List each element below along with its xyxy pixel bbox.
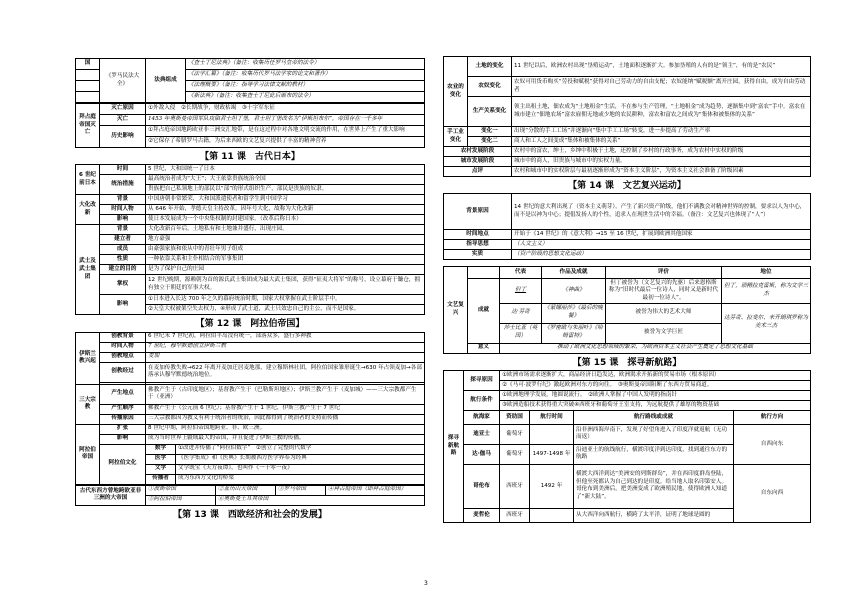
lesson14-table bbox=[443, 193, 811, 260]
empire-item: ⑤阿拉伯帝国 bbox=[146, 495, 216, 505]
navigator-name: 迪亚士 bbox=[464, 424, 500, 444]
culture-label: 阿拉伯文化 bbox=[100, 444, 146, 484]
lesson12-title: 【第 12 课 阿拉伯帝国】 bbox=[195, 319, 305, 330]
section-label: 大化改新 bbox=[76, 195, 100, 225]
row-label: 背景 bbox=[100, 225, 146, 235]
renaissance-figures-table bbox=[443, 266, 811, 353]
row-label: 创教背景 bbox=[100, 332, 146, 342]
empire-item: ①波斯帝国 bbox=[146, 485, 216, 495]
lesson12-table bbox=[75, 332, 425, 485]
lesson13-title: 【第 13 课 西欧经济和社会的发展】 bbox=[173, 509, 327, 520]
row-text: 中国唐朝非常繁荣，大和国派遣使者和留学生到中国学习 bbox=[146, 195, 425, 205]
row-label: 生产关系变化 bbox=[468, 97, 512, 127]
row-text: ①日本进入长达 700 年之久的幕府统治时期，国家大权掌握在武士阶层手中。 bbox=[146, 295, 425, 305]
row-label: 掌权 bbox=[100, 275, 146, 295]
row-label: 创教地点 bbox=[100, 352, 146, 362]
row-label: 传播原因 bbox=[100, 414, 146, 424]
col-header: 评价 bbox=[606, 267, 722, 279]
byz-text: 1453 年奥斯曼帝国军队攻陷君士坦丁堡，君士坦丁堡改名为“伊斯坦布尔”，帝国存在一千多年 bbox=[146, 115, 425, 126]
meaning-label: 意义 bbox=[468, 343, 500, 353]
navigator-country: 葡萄牙 bbox=[500, 444, 530, 464]
row-label: 时间人物 bbox=[100, 342, 146, 352]
row-text: 14 世纪的意大利出现了（资本主义萌芽）。产生了新兴资产阶级，他们不满教会对精神世界的控制，要求以人为中心，而不是以神为中心；提倡发扬人的个性，追求人在现世生活中的幸福。（备注：文艺复兴也体现了“人”） bbox=[512, 194, 811, 230]
col-header: 航行路线或成就 bbox=[574, 410, 734, 424]
row-text: 农村和城市中的实权阶层与最初逐渐形成为“资本主义阶层”，为资本主义社会准备了阶级因素 bbox=[512, 167, 811, 177]
row-text: ③欧洲造船技术获得重大突破④西班牙和葡萄牙王室支持，为远航提供了雄厚的物资基础 bbox=[500, 400, 811, 410]
law-item: 《法理概要》（备注：指导学习法律文献的教材） bbox=[186, 81, 425, 92]
row-text: 农奴可用货币购买“劳役和赋税”获得对自己劳动力的自由支配；农奴能纳“赋税额”离开庄园，获得自由，成为自由劳动者 bbox=[512, 77, 811, 97]
roman-law-name: 《罗马民法大全》 bbox=[100, 59, 146, 103]
direction: 自西向东 bbox=[734, 424, 811, 464]
row-label: 影响 bbox=[100, 215, 146, 225]
row-text: 6 世纪末 7 世纪初，阿拉伯半岛没有统一，部落众多，盛行多神教 bbox=[146, 332, 425, 342]
col-header: 航行方向 bbox=[734, 410, 811, 424]
culture-item-text: 成为东西方文化的桥梁 bbox=[176, 474, 425, 484]
section-label: 武士及武士集团 bbox=[76, 225, 100, 315]
row-text: 佛教产生于（公元前 6 世纪）；基督教产生于 1 世纪，伊斯兰教产生于 7 世纪 bbox=[146, 404, 425, 414]
section-label: 农业的变化 bbox=[444, 57, 468, 127]
navigator-name: 哥伦布 bbox=[464, 464, 500, 508]
col-header: 地位 bbox=[722, 267, 811, 279]
figure-eval: 被誉为伟大的艺术大师 bbox=[606, 303, 722, 323]
section-label: 探寻新航路 bbox=[444, 370, 464, 522]
meaning-text: 推动了欧洲文化思想领域的繁荣，为欧洲资本主义社会产生奠定了思想文化基础 bbox=[500, 343, 811, 353]
left-column bbox=[75, 0, 425, 522]
row-text: （人文主义） bbox=[512, 240, 811, 250]
culture-item-label: 文学 bbox=[146, 464, 176, 474]
row-label: 背景 bbox=[100, 195, 146, 205]
row-text: ②天皇大权被架空失去权力，④形成了武士道，武士只效忠自己的主公，而不是国家。 bbox=[146, 305, 425, 315]
navigator-route: 沿迪亚士的航线航行，横渡印度洋到达印度，找到通往东方的航路 bbox=[574, 444, 734, 464]
row-label: 建立的目的 bbox=[100, 265, 146, 275]
row-label: 时间 bbox=[100, 165, 146, 175]
empires-table bbox=[75, 485, 425, 506]
row-text: 贵族把自己私领地上的部民以“部”的形式组织生产，部民是贵族的奴隶。 bbox=[146, 185, 425, 195]
byz-label: 灭亡原因 bbox=[100, 104, 146, 115]
navigator-country: 葡萄牙 bbox=[500, 424, 530, 444]
row-label: 变化二 bbox=[468, 137, 512, 147]
row-label: 城市发展阶段 bbox=[444, 157, 512, 167]
row-text: 由豪强家族和依从中的青壮年男子组成 bbox=[146, 245, 425, 255]
figure-pos: 但丁，琐精拉克雷斯，称为文学三杰 bbox=[722, 279, 811, 303]
row-text: 最高统治者成为“大王”；大王依靠贵族统治全国 bbox=[146, 175, 425, 185]
row-label: 影响 bbox=[100, 295, 146, 315]
row-label: 产生地点 bbox=[100, 384, 146, 404]
row-text: 大化改新百年后，土地私有和土地兼并盛行，出现庄园。 bbox=[146, 225, 425, 235]
row-label: 统治措施 bbox=[100, 175, 146, 195]
row-text: ①欧洲地理学发展，地圆说流行。 ②欧洲人掌握了中国人发明的指南针 bbox=[500, 390, 811, 400]
col-header: 代表 bbox=[500, 267, 542, 279]
row-text: 使日本发展成为一个中央集权制的封建国家。（改革后称日本） bbox=[146, 215, 425, 225]
culture-item-text: 《医学集成》和《医典》长期被西方医学界奉为经典 bbox=[176, 454, 425, 464]
empire-item: ⑥奥斯曼土耳其帝国 bbox=[216, 495, 425, 505]
figure-work: 《蒙娜丽莎》《最后的晚餐》 bbox=[542, 303, 606, 323]
row-text: 佛教产生于（古印度地区）；基督教产生于（巴勒斯坦地区）；伊斯兰教产生于（麦加城）——三大宗教都产生于（亚洲） bbox=[146, 384, 425, 404]
figure-rep: 莎士比亚（英国） bbox=[500, 323, 542, 343]
byz-text: ①外敌入侵 ②长期战争，财政枯竭 ③十字军东征 bbox=[146, 104, 425, 115]
law-item: 《新法典》（备注：收集查士丁尼此后颁布的法令） bbox=[186, 92, 425, 103]
row-text: 出现“分散的手工工场”并逐渐向“集中手工工场”转变，进一步提高了劳动生产率 bbox=[512, 127, 811, 137]
col-header: 航海家 bbox=[464, 410, 500, 424]
row-text: 成为当时世界上疆域最大的帝国，并且促进了伊斯兰教的传播。 bbox=[146, 434, 425, 444]
part-label: 法典组成 bbox=[146, 59, 186, 103]
culture-item-label: 传播者 bbox=[146, 474, 176, 484]
navigator-country: 西班牙 bbox=[500, 464, 530, 508]
row-text: 是为了保护自己的庄园 bbox=[146, 265, 425, 275]
empire-item: ④拜占庭帝国（即拜占庭帝国） bbox=[326, 485, 425, 495]
row-label: 创教经过 bbox=[100, 362, 146, 382]
row-label: 探寻原因 bbox=[464, 370, 500, 390]
lesson11-title: 【第 11 课 古代日本】 bbox=[200, 152, 300, 162]
row-text: 一种依靠关系和主仆相结合的军事集团 bbox=[146, 255, 425, 265]
row-text: 8 世纪中期，阿拉伯帝国地跨亚、非、欧三洲。 bbox=[146, 424, 425, 434]
row-text: ②《马可·波罗行纪》激起欧洲对东方的向往。 ③奥斯曼帝国阻断了东西方贸易商道。 bbox=[500, 380, 811, 390]
byz-text: ②它保存了希腊罗马古籍，为后来西欧的文艺复兴提供了丰富的精神营养 bbox=[146, 137, 425, 148]
row-text: 开始于《14 世纪》的《意大利》→15 至 16 世纪，扩展到欧洲其他国家 bbox=[512, 230, 811, 240]
row-text: 11 世纪以后，欧洲农村出现“垦殖运动”，土地面积逐渐扩大。参加垦殖的人有的是“领主”，有的是“农民” bbox=[512, 57, 811, 77]
section-label: 伊斯兰教兴起 bbox=[76, 332, 100, 384]
culture-item-text: ①改进并传播了“阿拉伯数字” ②创立了完整的代数学 bbox=[176, 444, 425, 454]
navigator-time: 1497-1498 年 bbox=[530, 444, 574, 464]
law-item: 《查士丁尼法典》（备注：收集历任罗马皇帝的法令） bbox=[186, 59, 425, 70]
figure-work: 《罗密欧与朱丽叶》《哈姆雷特》 bbox=[542, 323, 606, 343]
col-header: 作品及成就 bbox=[542, 267, 606, 279]
row-label: 背景原因 bbox=[444, 194, 512, 230]
row-label: 时间地点 bbox=[444, 230, 512, 240]
row-text: 城市中的商人，旧贵族与城市中的实权力量。 bbox=[512, 157, 811, 167]
figure-eval: 被誉为文学巨匠 bbox=[606, 323, 722, 343]
row-text: 从 646 年开始，孝德天皇主持改革。因年号大化，故称为大化改新 bbox=[146, 205, 425, 215]
lesson15-title: 【第 15 课 探寻新航路】 bbox=[572, 357, 682, 368]
byzantine-table bbox=[75, 103, 425, 148]
section-label: 文艺复兴 bbox=[444, 267, 468, 353]
row-label: 航行条件 bbox=[464, 390, 500, 410]
byzantine-side-label: 拜占庭帝国灭亡 bbox=[76, 104, 100, 148]
row-text: 三大宗教都因为教义有利于统治者的统治，因此都得到了统治者的支持而传播 bbox=[146, 414, 425, 424]
row-label: 影响 bbox=[100, 434, 146, 444]
navigator-name: 麦哲伦 bbox=[464, 508, 500, 522]
row-text: （资产阶级的思想文化运动） bbox=[512, 250, 811, 260]
row-label: 建立者 bbox=[100, 235, 146, 245]
row-text: 麦加 bbox=[146, 352, 425, 362]
section-label: 阿拉伯帝国 bbox=[76, 424, 100, 484]
row-label: 成员 bbox=[100, 245, 146, 255]
navigator-time: 1492 年 bbox=[530, 464, 574, 508]
figure-rep: 但丁 bbox=[500, 279, 542, 303]
row-label: 实质 bbox=[444, 250, 512, 260]
figure-eval: 但丁被誉为（文艺复兴的先驱）后来恩格斯称为“旧时代最后一位诗人，同时又是新时代最初一位诗人”。 bbox=[606, 279, 722, 303]
row-label: 农奴变化 bbox=[468, 77, 512, 97]
col-header: 航行时间 bbox=[530, 410, 574, 424]
direction: 自东向西 bbox=[734, 464, 811, 522]
row-label: 点评 bbox=[444, 167, 512, 177]
row-label: 时间人物 bbox=[100, 205, 146, 215]
empires-label: 古代东西方曾地跨欧亚非三洲的大帝国 bbox=[76, 485, 146, 505]
figure-pos: 达芬奇、拉斐尔、米开朗琪罗称为美术三杰 bbox=[722, 303, 811, 343]
law-item: 《法学汇纂》（备注：收集历代罗马法学家的论文和著作） bbox=[186, 70, 425, 81]
navigator-country: 西班牙 bbox=[500, 508, 530, 522]
row-text: 农村中的富农，绅士，乡绅中积极于土地，还控制了乡村的行政事务，成为农村中实权的阶级 bbox=[512, 147, 811, 157]
row-label: 国 bbox=[76, 59, 100, 70]
navigator-route: 横渡大西洋到达“美洲安的列斯群岛”，并在西印度群岛登陆，但他至死都认为自己到达的是印度。给当地人取名印第安人。哥伦布到美洲后，把美洲变成了欧洲殖民地，使得欧洲人知道了“新大陆”。 bbox=[574, 464, 734, 508]
figure-work: 《神曲》 bbox=[542, 279, 606, 303]
row-text: 5 世纪，大和国统一了日本 bbox=[146, 165, 425, 175]
row-label: 性质 bbox=[100, 255, 146, 265]
lesson14-title: 【第 14 课 文艺复兴运动】 bbox=[568, 181, 686, 191]
culture-item-label: 医学 bbox=[146, 454, 176, 464]
navigator-route: 从大西洋向西航行，横跨了太平洋，证明了地球是圆的 bbox=[574, 508, 734, 522]
row-text: 7 世纪，穆罕默德创立伊斯兰教 bbox=[146, 342, 425, 352]
row-label: 扩张 bbox=[100, 424, 146, 434]
row-label: 变化一 bbox=[468, 127, 512, 137]
row-text: ①欧洲市场需求逐渐扩大，商品经济日趋发达，欧洲渴求开拓新的贸易市场（根本原因） bbox=[500, 370, 811, 380]
row-label: 指导思想 bbox=[444, 240, 512, 250]
empire-item: ③罗马帝国 bbox=[276, 485, 326, 495]
row-label: 产生顺序 bbox=[100, 404, 146, 414]
roman-law-table bbox=[75, 58, 425, 103]
navigator-time bbox=[530, 508, 574, 522]
section-label: 手工业变化 bbox=[444, 127, 468, 147]
lesson15-table bbox=[443, 370, 811, 523]
byz-label: 历史影响 bbox=[100, 126, 146, 148]
right-column bbox=[443, 0, 811, 523]
lesson11-table bbox=[75, 164, 425, 315]
byz-label: 灭亡 bbox=[100, 115, 146, 126]
row-label: 农村发展阶段 bbox=[444, 147, 512, 157]
empire-item: ②亚历山大帝国 bbox=[216, 485, 276, 495]
navigator-time bbox=[530, 424, 574, 444]
culture-item-text: 文学既宝《天方夜谭》，也叫作《一千零一夜》 bbox=[176, 464, 425, 474]
row-text: 地方豪强 bbox=[146, 235, 425, 245]
navigator-name: 达·伽马 bbox=[464, 444, 500, 464]
byz-text: ①拜占庭帝国地跨欧亚非三洲交汇地带，是在这过程中对各地文明交流的作用，在世界上产生了重大影响 bbox=[146, 126, 425, 137]
figure-rep: 达·芬奇 bbox=[500, 303, 542, 323]
navigator-route: 沿非洲西海岸南下，发现了好望角进入了印度洋就返航（无功而返） bbox=[574, 424, 734, 444]
row-text: 领主出租土地，佃农成为“土地租金”生活，不在参与生产管理，“土地租金”成为趋势，逐渐集中到“富农”手中。富农在城市建立“佃地农场”富农雇佣无地或少地的农民耕种，富农和富农之间成为“集体和被集体的关系” bbox=[512, 97, 811, 127]
section-label: 6 世纪前日本 bbox=[76, 165, 100, 195]
row-text: 商人和工人之间变成“集体和被集体的关系” bbox=[512, 137, 811, 147]
row-text: 在麦加传教失败→622 年离开麦加迁居麦地那，建立穆斯林社团，阿拉伯国家雏形诞生→630 年占领麦加→各部落承认穆罕默德统治地位。 bbox=[146, 362, 425, 382]
section-label: 三大宗教 bbox=[76, 384, 100, 424]
col-header: 资助国 bbox=[500, 410, 530, 424]
achievement-label: 成就 bbox=[468, 279, 500, 343]
row-text: 12 世纪晚期，源赖朝为首的源氏武士集团成为最大武士集团，获得“征夷大将军”的称号，设立幕府于镰仓，拥有独立于朝廷的军事大权。 bbox=[146, 275, 425, 295]
lesson13-table bbox=[443, 56, 811, 177]
page-number: 3 bbox=[424, 580, 428, 587]
row-label: 土地的变化 bbox=[468, 57, 512, 77]
culture-item-label: 数学 bbox=[146, 444, 176, 454]
